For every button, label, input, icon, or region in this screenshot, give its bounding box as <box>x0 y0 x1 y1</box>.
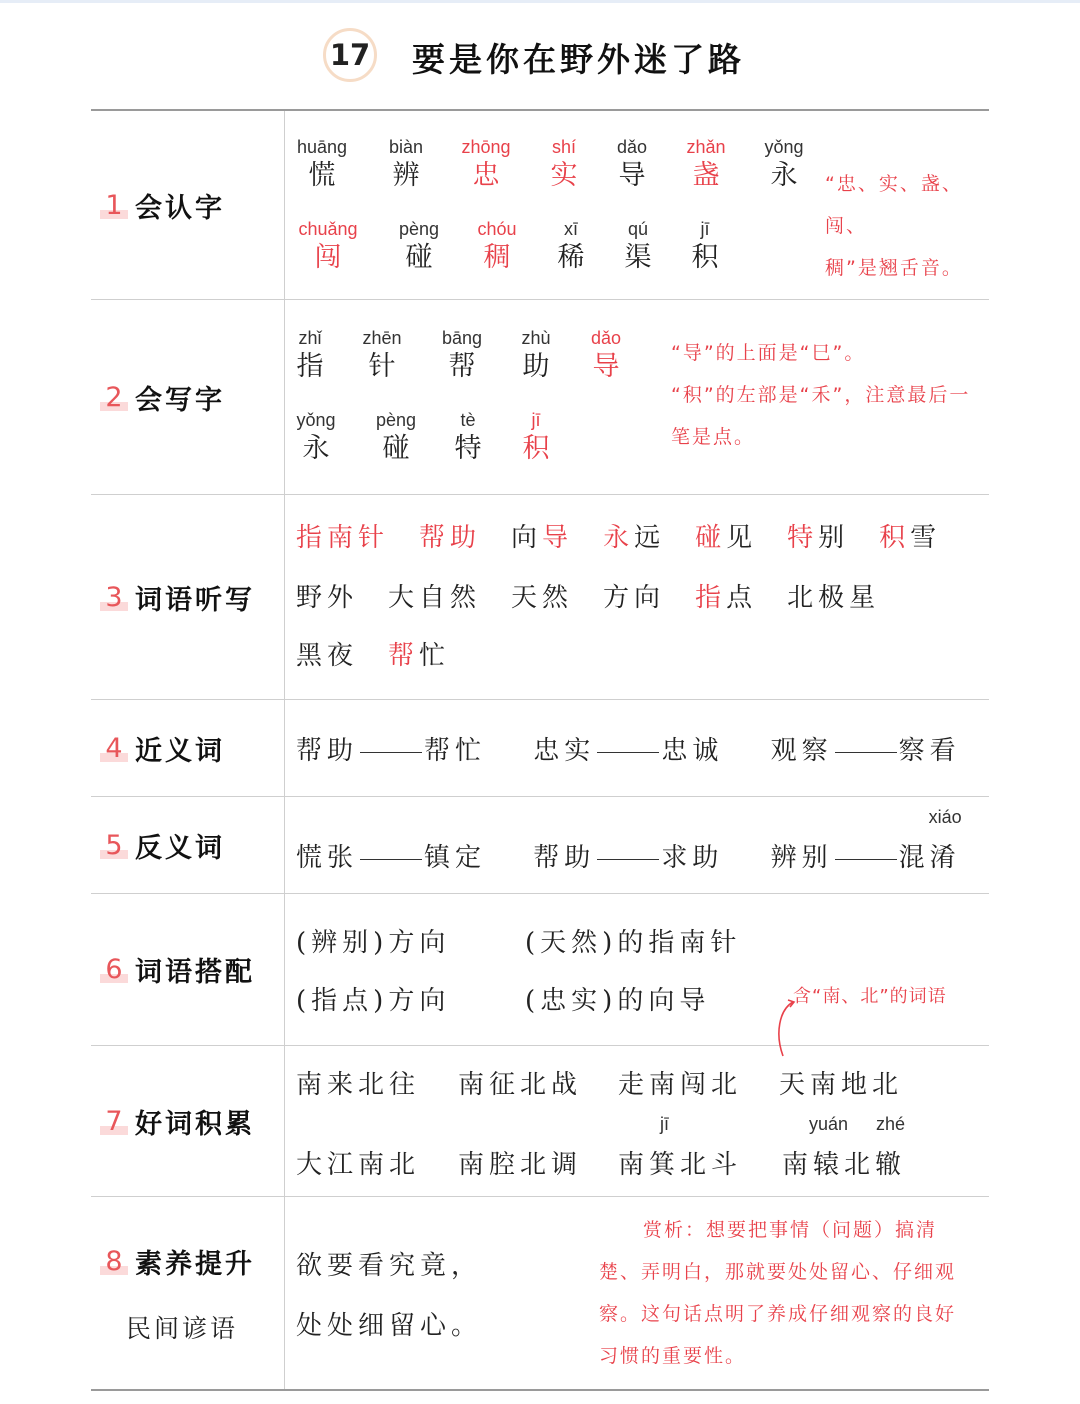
character: 淆 <box>929 843 961 873</box>
proverb-line: 欲要看究竟， <box>296 1251 483 1281</box>
idiom: 南来北往 <box>296 1070 421 1100</box>
word: 镇定 <box>424 843 487 873</box>
pinyin: jī <box>700 219 710 239</box>
dash <box>597 859 659 860</box>
hanzi: 帮 <box>448 351 476 382</box>
character-card <box>357 408 435 466</box>
section-number: 8 <box>103 1246 125 1277</box>
section-content <box>285 797 990 894</box>
section-content <box>285 1046 990 1197</box>
dictation-word <box>388 577 481 614</box>
word-line <box>296 577 910 614</box>
word-char: 远 <box>634 523 666 553</box>
word-text: 北极星 <box>787 583 881 613</box>
section-label <box>91 797 285 894</box>
character-card <box>277 408 355 466</box>
character-card <box>593 135 671 193</box>
word: 辨别 <box>770 843 833 873</box>
pronunciation-note <box>825 163 985 289</box>
note-line: 习惯的重要性。 <box>599 1345 747 1367</box>
word: 忠诚 <box>661 736 724 766</box>
pinyin: chuǎng <box>298 219 358 239</box>
hanzi: 稀 <box>557 242 585 273</box>
hanzi: 特 <box>454 433 482 464</box>
idiom: 天南地北 <box>779 1070 904 1100</box>
word: 观察 <box>770 736 833 766</box>
collocation-answer: 天然 <box>540 928 603 958</box>
dictation-word <box>296 577 358 614</box>
word-char: 碰 <box>695 523 727 553</box>
character: 辕 <box>813 1150 845 1180</box>
hanzi: 实 <box>550 160 578 191</box>
section-title: 反义词 <box>135 832 225 864</box>
collocation: (忠实)的向导 <box>525 986 711 1016</box>
section-number: 7 <box>103 1106 125 1137</box>
ruby-char <box>649 1114 681 1181</box>
character-card <box>343 326 421 384</box>
section-title: 会写字 <box>135 384 225 416</box>
section-label <box>91 1197 285 1391</box>
idiom: 走南闯北 <box>618 1070 743 1100</box>
character: 南 <box>782 1150 814 1180</box>
word-text: 指南针 <box>296 523 390 553</box>
synonym-pair <box>296 730 486 767</box>
word: 慌张 <box>296 843 359 873</box>
word: 忠实 <box>533 736 596 766</box>
section-title: 好词积累 <box>135 1108 255 1140</box>
word: 帮助 <box>296 736 359 766</box>
section-antonyms <box>91 797 989 894</box>
character-card <box>447 135 525 193</box>
word-char: 永 <box>603 523 635 553</box>
hanzi: 针 <box>368 351 396 382</box>
word-line <box>296 517 971 554</box>
collocation-tail: 的向导 <box>617 986 711 1016</box>
section-content <box>285 1197 990 1391</box>
section-number: 2 <box>103 382 125 413</box>
word-char: 导 <box>542 523 574 553</box>
word-char: 向 <box>511 523 543 553</box>
hanzi: 导 <box>618 160 646 191</box>
word-text: 帮助 <box>419 523 482 553</box>
hanzi: 盏 <box>692 160 720 191</box>
section-write-characters <box>91 300 989 495</box>
pinyin: zhǎn <box>686 137 726 157</box>
collocation-tail: 方向 <box>388 986 451 1016</box>
word: 帮忙 <box>424 736 487 766</box>
pinyin-annotation: jī <box>660 1114 670 1134</box>
hanzi: 渠 <box>624 242 652 273</box>
pinyin: xī <box>563 219 578 239</box>
collocation: (指点)方向 <box>296 986 451 1016</box>
idiom: 南征北战 <box>458 1070 583 1100</box>
pinyin: zhǐ <box>298 328 322 348</box>
pinyin: yǒng <box>764 137 804 157</box>
dictation-word <box>695 577 757 614</box>
section-content <box>285 300 990 495</box>
section-title: 词语搭配 <box>135 957 255 988</box>
word-line <box>296 635 480 672</box>
character-card <box>380 217 458 275</box>
idiom: 南腔北调 <box>458 1150 583 1180</box>
section-number: 3 <box>103 582 125 613</box>
hanzi: 闯 <box>314 242 342 273</box>
note-line: 楚、弄明白，那就要处处留心、仔细观 <box>599 1261 957 1283</box>
hanzi: 忠 <box>472 160 500 191</box>
hanzi: 积 <box>522 433 550 464</box>
word-text: 黑夜 <box>296 641 359 671</box>
word-char: 别 <box>818 523 850 553</box>
word: 混 <box>898 843 930 873</box>
word-char: 雪 <box>910 523 942 553</box>
pinyin: jī <box>531 410 541 430</box>
section-good-words <box>91 1046 989 1197</box>
hanzi: 碰 <box>405 242 433 273</box>
character-card <box>497 408 575 466</box>
dash <box>360 859 422 860</box>
section-content <box>285 894 990 1046</box>
section-label <box>91 110 285 300</box>
hanzi: 辨 <box>392 160 420 191</box>
dictation-word <box>419 517 481 554</box>
pinyin: zhēn <box>362 328 402 348</box>
note-line: “积”的左部是“禾”，注意最后一 <box>671 384 971 406</box>
hanzi: 指 <box>296 351 324 382</box>
pinyin: bāng <box>441 328 483 348</box>
proverb-line: 处处细留心。 <box>296 1311 483 1341</box>
top-strip <box>0 0 1080 3</box>
section-label <box>91 700 285 797</box>
dictation-word <box>511 577 573 614</box>
word-char: 帮 <box>388 641 420 671</box>
character-card <box>423 326 501 384</box>
hanzi: 永 <box>302 433 330 464</box>
word-text: 大自然 <box>388 583 482 613</box>
word-text: 天然 <box>511 583 574 613</box>
pinyin: huāng <box>296 137 348 157</box>
pinyin: zhōng <box>461 137 511 157</box>
section-number: 4 <box>103 733 125 764</box>
dash <box>360 752 422 753</box>
word-char: 积 <box>879 523 911 553</box>
section-number: 1 <box>103 190 125 221</box>
character-card <box>271 326 349 384</box>
hanzi: 积 <box>691 242 719 273</box>
word-char: 忙 <box>419 641 451 671</box>
dash <box>835 752 897 753</box>
section-dictation <box>91 495 989 700</box>
lesson-number-badge: 17 <box>323 28 377 82</box>
pinyin-annotation: xiáo <box>928 807 962 827</box>
section-content <box>285 110 990 300</box>
word-char: 点 <box>726 583 758 613</box>
idiom: 大江南北 <box>296 1150 421 1180</box>
pinyin: dǎo <box>616 137 648 157</box>
ruby-char <box>875 1114 907 1181</box>
section-synonyms <box>91 700 989 797</box>
character: 辙 <box>875 1150 907 1180</box>
section-label <box>91 495 285 700</box>
word-text: 野外 <box>296 583 359 613</box>
pinyin-annotation: zhé <box>876 1114 906 1134</box>
word: 帮助 <box>533 843 596 873</box>
synonym-pair <box>771 730 961 767</box>
section-literacy <box>91 1197 989 1391</box>
dash <box>597 752 659 753</box>
collocation-answer: 忠实 <box>540 986 603 1016</box>
section-title: 素养提升 <box>135 1248 255 1280</box>
idiom <box>782 1114 907 1181</box>
pinyin: tè <box>460 410 476 430</box>
word-text: 方向 <box>603 583 666 613</box>
section-title: 会认字 <box>135 192 225 224</box>
section-label <box>91 300 285 495</box>
character: 北斗 <box>680 1150 743 1180</box>
section-title: 近义词 <box>135 735 225 767</box>
dictation-word <box>787 577 880 614</box>
collocation: (天然)的指南针 <box>525 928 742 958</box>
character-card <box>289 217 367 275</box>
writing-note <box>671 332 991 458</box>
pinyin: shí <box>551 137 576 157</box>
word: 察看 <box>898 736 961 766</box>
dictation-word <box>603 517 665 554</box>
hanzi: 导 <box>592 351 620 382</box>
lesson-title: 要是你在野外迷了路 <box>412 40 745 79</box>
pinyin-annotation: yuán <box>808 1114 849 1134</box>
pinyin: qú <box>627 219 649 239</box>
dictation-word <box>296 517 389 554</box>
character: 箕 <box>649 1150 681 1180</box>
appreciation-note <box>599 1209 971 1377</box>
word-char: 指 <box>695 583 727 613</box>
character: 南 <box>618 1150 650 1180</box>
note-line: 稠”是翘舌音。 <box>825 257 963 279</box>
character-card <box>497 326 575 384</box>
collocation-answer: 指点 <box>311 986 374 1016</box>
pinyin: chóu <box>477 219 517 239</box>
pinyin: yǒng <box>296 410 336 430</box>
dictation-word <box>511 517 573 554</box>
antonym-pair <box>296 837 486 874</box>
collocation-tail: 的指南针 <box>617 928 742 958</box>
antonym-pair <box>770 807 962 874</box>
character-card <box>458 217 536 275</box>
dictation-word <box>879 517 941 554</box>
section-content <box>285 700 990 797</box>
section-number: 6 <box>103 954 125 985</box>
dictation-word <box>603 577 665 614</box>
note-line: “导”的上面是“巳”。 <box>671 342 866 364</box>
note-line: 笔是点。 <box>671 426 756 448</box>
callout-note: 含“南、北”的词语 <box>793 986 947 1007</box>
section-title: 词语听写 <box>135 584 255 616</box>
pinyin: pèng <box>375 410 417 430</box>
character: 北 <box>844 1150 876 1180</box>
antonym-pair <box>533 837 723 874</box>
antonym-line <box>296 807 995 874</box>
hanzi: 慌 <box>308 160 336 191</box>
word-char: 特 <box>787 523 819 553</box>
pinyin: zhù <box>521 328 551 348</box>
section-content <box>285 495 990 700</box>
vocabulary-table <box>91 109 989 1391</box>
hanzi: 碰 <box>382 433 410 464</box>
character-card <box>667 135 745 193</box>
section-collocations <box>91 894 989 1046</box>
section-label <box>91 894 285 1046</box>
character-card <box>666 217 744 275</box>
idiom <box>618 1114 743 1181</box>
hanzi: 永 <box>770 160 798 191</box>
ruby-char <box>808 1114 849 1181</box>
character-card <box>283 135 361 193</box>
synonym-pair <box>533 730 723 767</box>
hanzi: 稠 <box>483 242 511 273</box>
dash <box>835 859 897 860</box>
note-line: 察。这句话点明了养成仔细观察的良好 <box>599 1303 957 1325</box>
section-recognize-characters <box>91 110 989 300</box>
section-number: 5 <box>103 830 125 861</box>
collocation: (辨别)方向 <box>296 928 451 958</box>
ruby-char <box>928 807 962 874</box>
dictation-word <box>787 517 849 554</box>
collocation-tail: 方向 <box>388 928 451 958</box>
character-card <box>567 326 645 384</box>
note-line: 赏析：想要把事情（问题）搞清 <box>643 1219 938 1241</box>
note-line: “忠、实、盏、闯、 <box>825 173 963 237</box>
character-card <box>429 408 507 466</box>
character-card <box>367 135 445 193</box>
section-subtitle: 民间谚语 <box>126 1313 239 1343</box>
synonym-line <box>296 730 995 767</box>
word: 求助 <box>661 843 724 873</box>
lesson-header <box>0 28 1080 88</box>
character-card <box>525 135 603 193</box>
dictation-word <box>388 635 450 672</box>
dictation-word <box>695 517 757 554</box>
word-char: 见 <box>726 523 758 553</box>
pinyin: biàn <box>388 137 424 157</box>
collocation-answer: 辨别 <box>311 928 374 958</box>
dictation-word <box>296 635 358 672</box>
section-label <box>91 1046 285 1197</box>
pinyin: pèng <box>398 219 440 239</box>
hanzi: 助 <box>522 351 550 382</box>
pinyin: dǎo <box>590 328 622 348</box>
character-card <box>745 135 823 193</box>
